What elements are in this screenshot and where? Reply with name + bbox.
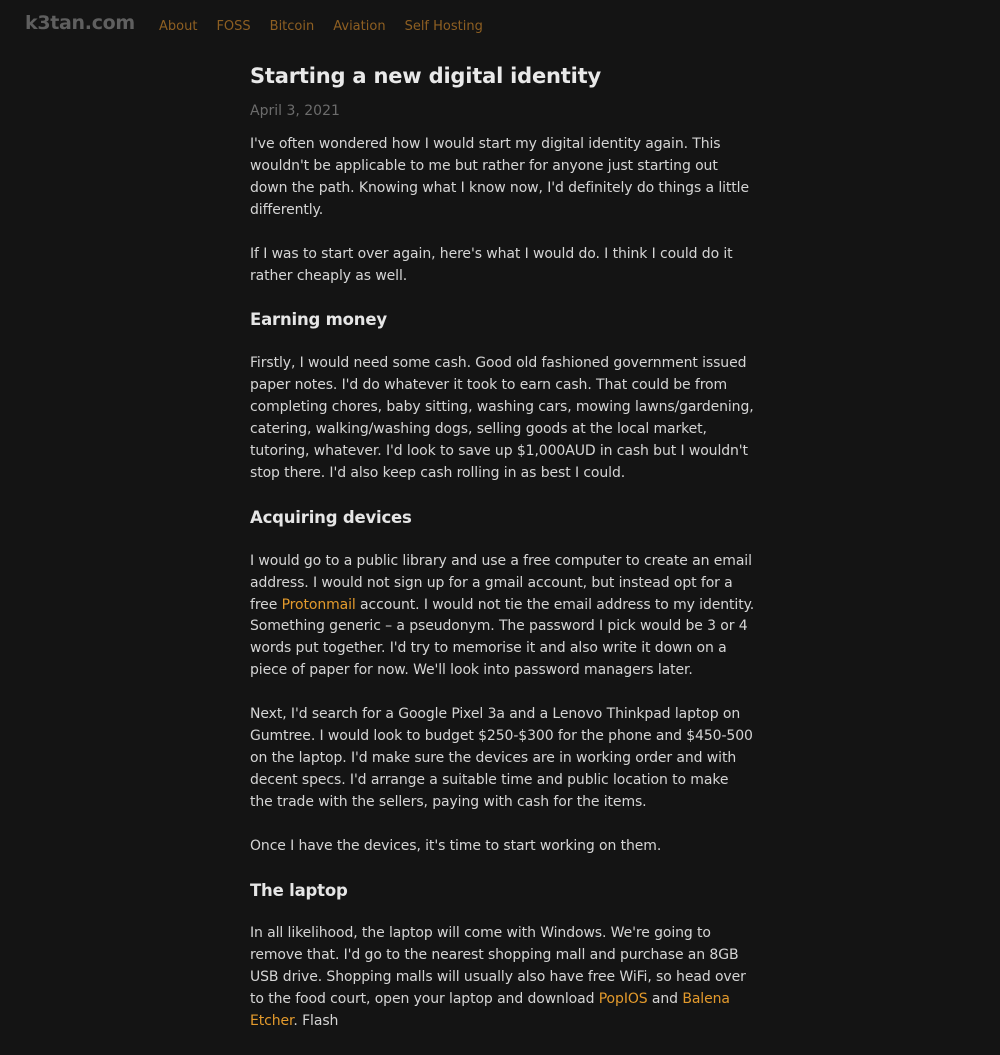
nav-link-aviation[interactable]: Aviation: [333, 19, 386, 34]
link-balena-etcher[interactable]: Balena Etcher: [250, 991, 730, 1030]
nav-link-about[interactable]: About: [159, 19, 198, 34]
paragraph-email-text-start: I would go to a public library and use a free computer to create an email address. I would not sign up for a gmail account, but instead opt for a free: [250, 552, 752, 613]
article-body: [250, 134, 755, 1033]
paragraph-cash: Firstly, I would need some cash. Good old fashioned government issued paper notes. I'd do whatever it took to earn cash. That could be from completing chores, baby sitting, washing cars, mowing lawns/gardening, catering, walking/washing dogs, selling goods at the local market, tutoring, whatever. I'd look to save up $1,000AUD in cash but I wouldn't stop there. I'd also keep cash rolling in as best I could.: [250, 355, 754, 481]
site-logo[interactable]: k3tan.com: [25, 12, 135, 34]
paragraph-laptop-text-start: In all likelihood, the laptop will come with Windows. We're going to remove that. I'd go to the nearest shopping mall and purchase an 8GB USB drive. Shopping malls will usually also have free WiFi, so head over to the food court, open your laptop and download: [250, 925, 746, 1008]
article-date: April 3, 2021: [250, 103, 340, 119]
article-title: Starting a new digital identity: [250, 64, 601, 88]
heading-the-laptop: The laptop: [250, 880, 348, 900]
link-popos[interactable]: PopIOS: [598, 991, 648, 1008]
paragraph-email-text-end: account. I would not tie the email address to my identity. Something generic – a pseudonym. The password I pick would be 3 or 4 words put together. I'd try to memorise it and also write it down on a piece of paper for now. We'll look into password managers later.: [250, 596, 755, 679]
paragraph-email: [250, 551, 755, 682]
heading-acquiring-devices: Acquiring devices: [250, 507, 412, 527]
paragraph-intro: I've often wondered how I would start my digital identity again. This wouldn't be applicable to me but rather for anyone just starting out down the path. Knowing what I know now, I'd definitely do things a little differently.: [250, 136, 749, 218]
site-header: [0, 0, 1000, 52]
paragraph-working: Once I have the devices, it's time to start working on them.: [250, 837, 662, 854]
paragraph-devices: Next, I'd search for a Google Pixel 3a and a Lenovo Thinkpad laptop on Gumtree. I would look to budget $250-$300 for the phone and $450-500 on the laptop. I'd make sure the devices are in working order and with decent specs. I'd arrange a suitable time and public location to make the trade with the sellers, paying with cash for the items.: [250, 706, 753, 810]
heading-earning-money: Earning money: [250, 310, 387, 330]
paragraph-laptop-text-end: . Flash: [293, 1013, 339, 1030]
link-protonmail[interactable]: Protonmail: [281, 596, 356, 613]
nav-link-foss[interactable]: FOSS: [216, 19, 251, 34]
nav-link-self-hosting[interactable]: Self Hosting: [404, 19, 483, 34]
paragraph-start-over: If I was to start over again, here's what I would do. I think I could do it rather cheaply as well.: [250, 245, 733, 284]
article: [250, 58, 755, 1055]
paragraph-laptop-text-mid: and: [647, 991, 683, 1008]
nav-link-bitcoin[interactable]: Bitcoin: [269, 19, 315, 34]
paragraph-laptop: [250, 923, 755, 1033]
main-nav: [159, 19, 483, 35]
